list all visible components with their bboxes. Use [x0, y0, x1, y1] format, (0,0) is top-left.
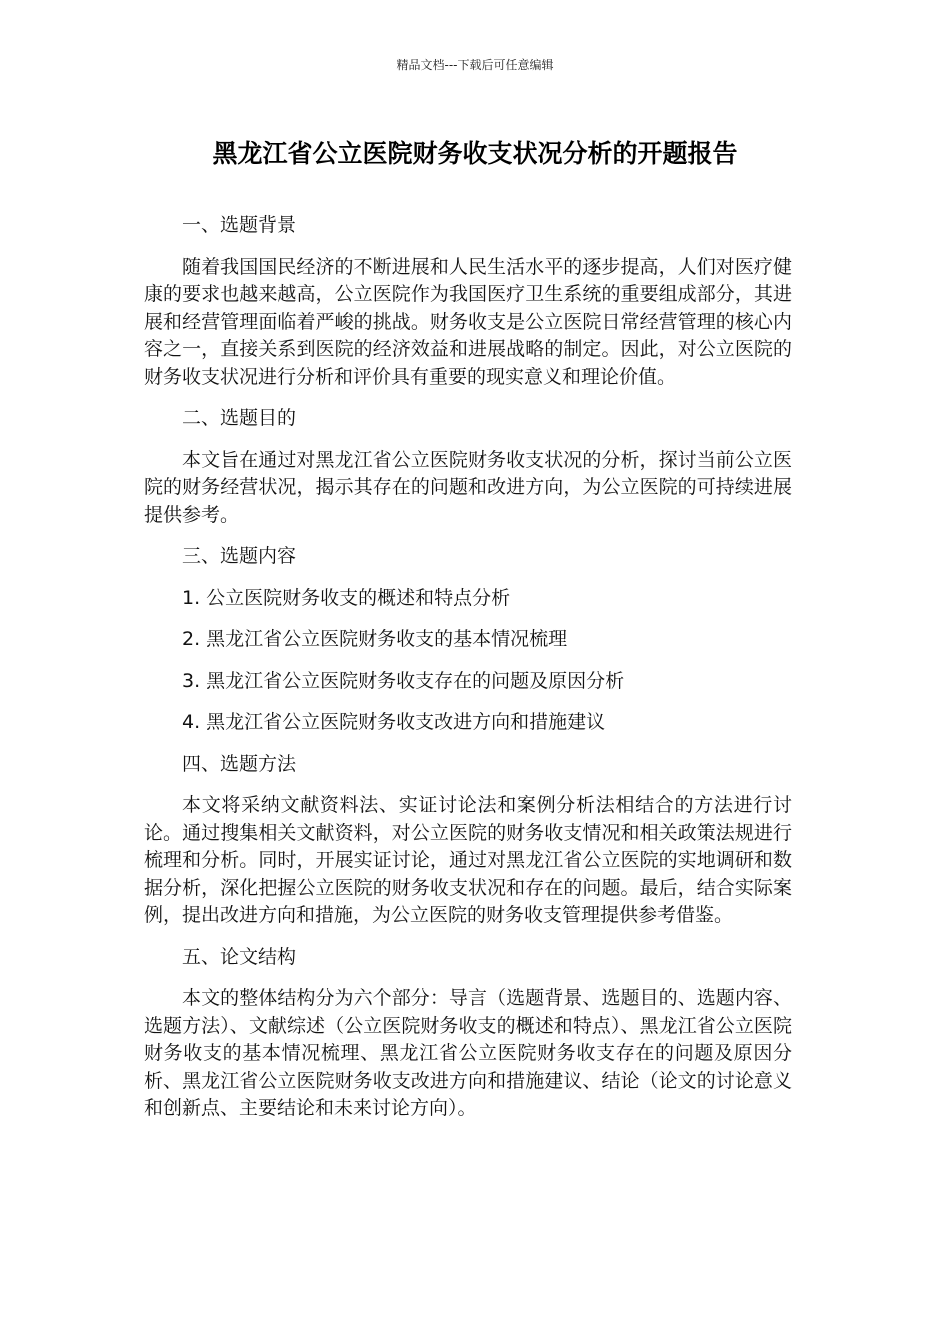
section-heading-method: 四、选题方法 [182, 752, 297, 775]
list-item: 1. 公立医院财务收支的概述和特点分析 [182, 586, 511, 609]
list-item: 2. 黑龙江省公立医院财务收支的基本情况梳理 [182, 628, 568, 650]
list-item: 4. 黑龙江省公立医院财务收支改进方向和措施建议 [182, 711, 606, 733]
paragraph-purpose: 本文旨在通过对黑龙江省公立医院财务收支状况的分析，探讨当前公立医院的财务经营状况，揭示其存在的问题和改进方向，为公立医院的可持续进展提供参考。 [144, 448, 792, 526]
list-item: 3. 黑龙江省公立医院财务收支存在的问题及原因分析 [182, 669, 625, 692]
section-heading-purpose: 二、选题目的 [182, 407, 297, 429]
section-heading-background: 一、选题背景 [182, 214, 297, 236]
section-heading-content: 三、选题内容 [182, 545, 297, 567]
section-heading-structure: 五、论文结构 [182, 945, 297, 968]
header-note: 精品文档---下载后可任意编辑 [396, 58, 554, 72]
paragraph-structure: 本文的整体结构分为六个部分：导言（选题背景、选题目的、选题内容、选题方法）、文献综述（公立医院财务收支的概述和特点）、黑龙江省公立医院财务收支的基本情况梳理、黑龙江省公立医院财务收支存在的问题及原因分析、黑龙江省公立医院财务收支改进方向和措施建议、结论（论文的讨论意义和创新点、主要结论和未来讨论方向）。 [144, 987, 792, 1119]
document-body [144, 212, 792, 1137]
document-title: 黑龙江省公立医院财务收支状况分析的开题报告 [212, 139, 738, 168]
paragraph-background: 随着我国国民经济的不断进展和人民生活水平的逐步提高，人们对医疗健康的要求也越来越高，公立医院作为我国医疗卫生系统的重要组成部分，其进展和经营管理面临着严峻的挑战。财务收支是公立医院日常经营管理的核心内容之一，直接关系到医院的经济效益和进展战略的制定。因此，对公立医院的财务收支状况进行分析和评价具有重要的现实意义和理论价值。 [144, 255, 792, 388]
paragraph-method: 本文将采纳文献资料法、实证讨论法和案例分析法相结合的方法进行讨论。通过搜集相关文献资料，对公立医院的财务收支情况和相关政策法规进行梳理和分析。同时，开展实证讨论，通过对黑龙江省公立医院的实地调研和数据分析，深化把握公立医院的财务收支状况和存在的问题。最后，结合实际案例，提出改进方向和措施，为公立医院的财务收支管理提供参考借鉴。 [144, 794, 792, 926]
